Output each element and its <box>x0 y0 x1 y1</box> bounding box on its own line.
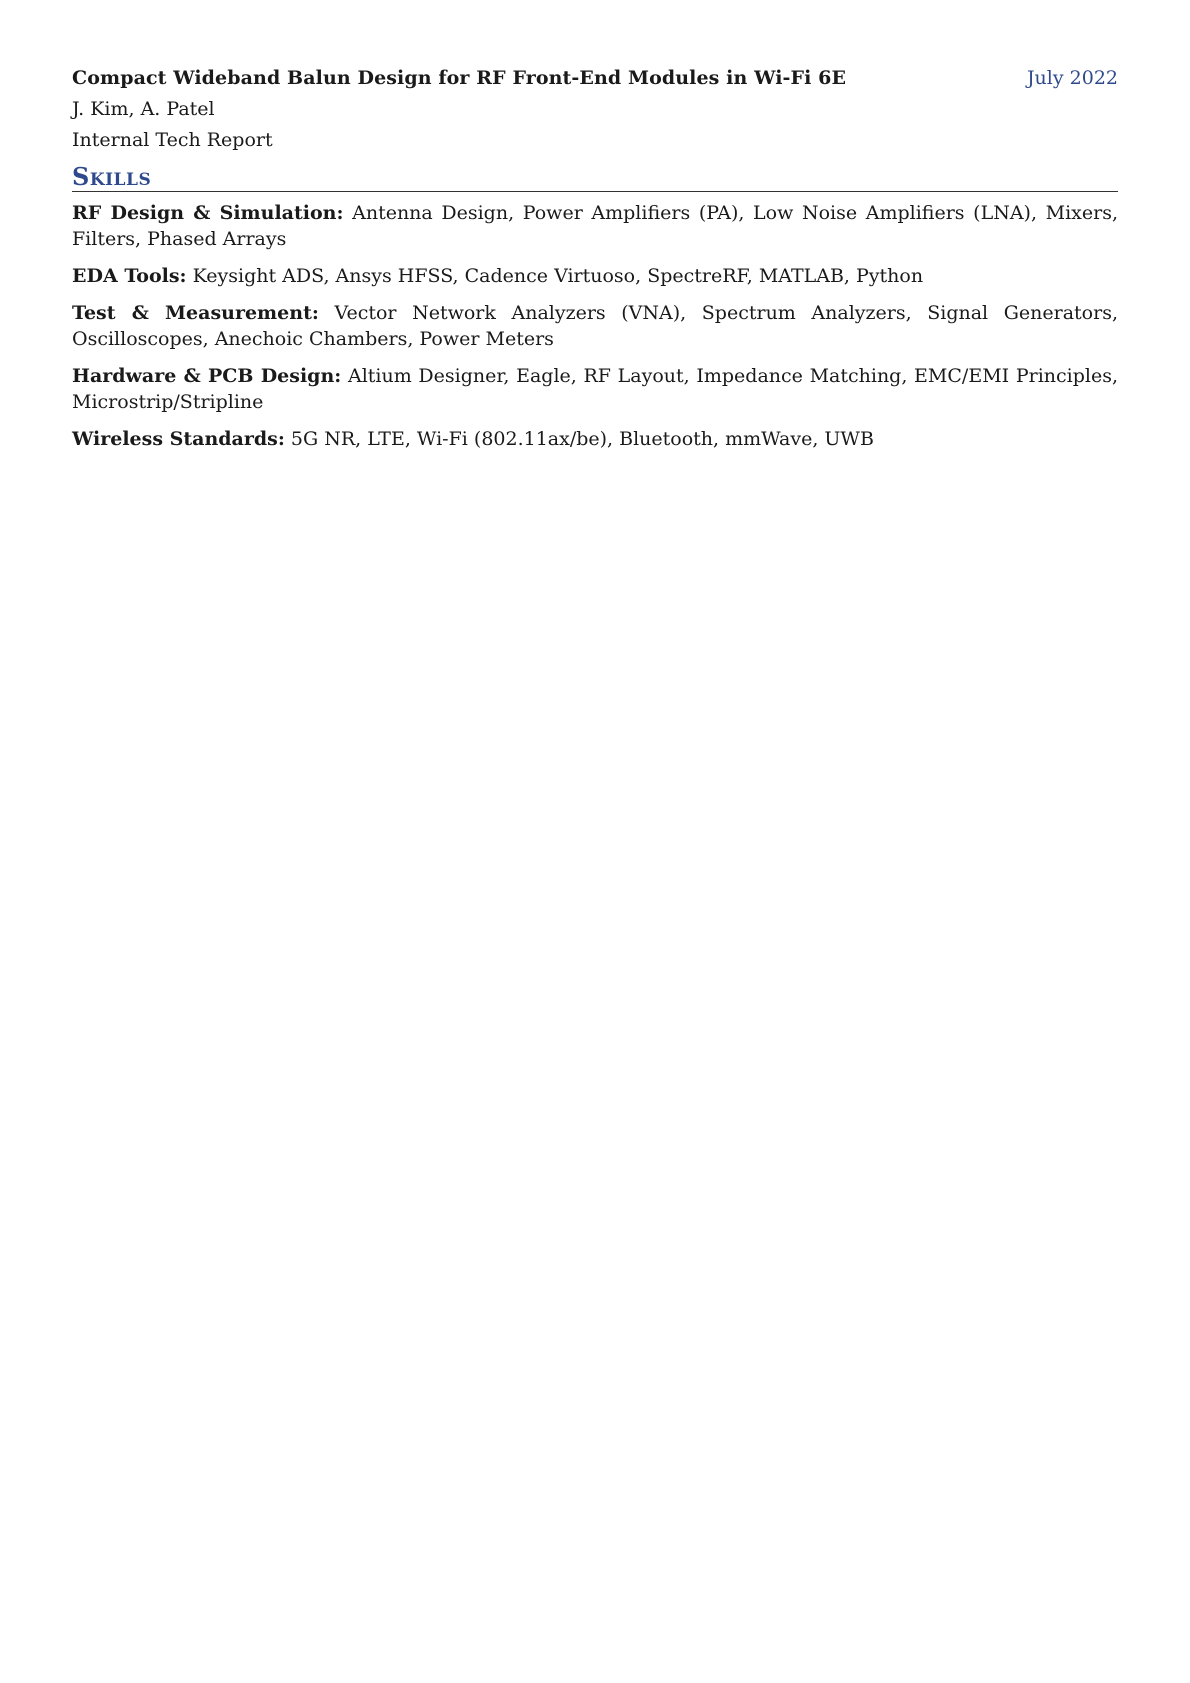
skill-value: Altium Designer, Eagle, RF Layout, Impedance Matching, EMC/EMI Principles, Microstrip/Stripline <box>72 365 1118 413</box>
publication-venue: Internal Tech Report <box>72 129 273 151</box>
skill-label: Test & Measurement: <box>72 302 319 324</box>
publication-entry-header <box>72 64 1118 92</box>
publication-authors: J. Kim, A. Patel <box>72 98 215 120</box>
skill-value: 5G NR, LTE, Wi-Fi (802.11ax/be), Bluetooth, mmWave, UWB <box>290 428 874 450</box>
document-page <box>72 64 1118 463</box>
skill-value: Vector Network Analyzers (VNA), Spectrum Analyzers, Signal Generators, Oscilloscopes, Anechoic Chambers, Power Meters <box>72 302 1118 350</box>
skill-label: Hardware & PCB Design: <box>72 365 342 387</box>
skill-value: Keysight ADS, Ansys HFSS, Cadence Virtuoso, SpectreRF, MATLAB, Python <box>192 265 924 287</box>
skill-row-eda-tools <box>72 263 1118 289</box>
skill-value: Antenna Design, Power Amplifiers (PA), Low Noise Amplifiers (LNA), Mixers, Filters, Phased Arrays <box>72 202 1118 250</box>
skill-row-wireless-standards <box>72 426 1118 452</box>
skills-section-heading: Skills <box>72 164 1118 192</box>
skill-row-rf-design <box>72 200 1118 252</box>
skills-list <box>72 200 1118 452</box>
publication-title: Compact Wideband Balun Design for RF Front-End Modules in Wi-Fi 6E <box>72 67 847 89</box>
skill-label: EDA Tools: <box>72 265 187 287</box>
skill-row-test-measurement <box>72 300 1118 352</box>
skill-label: RF Design & Simulation: <box>72 202 344 224</box>
skill-row-hardware-pcb <box>72 363 1118 415</box>
publication-date: July 2022 <box>1026 67 1118 89</box>
skill-label: Wireless Standards: <box>72 428 285 450</box>
